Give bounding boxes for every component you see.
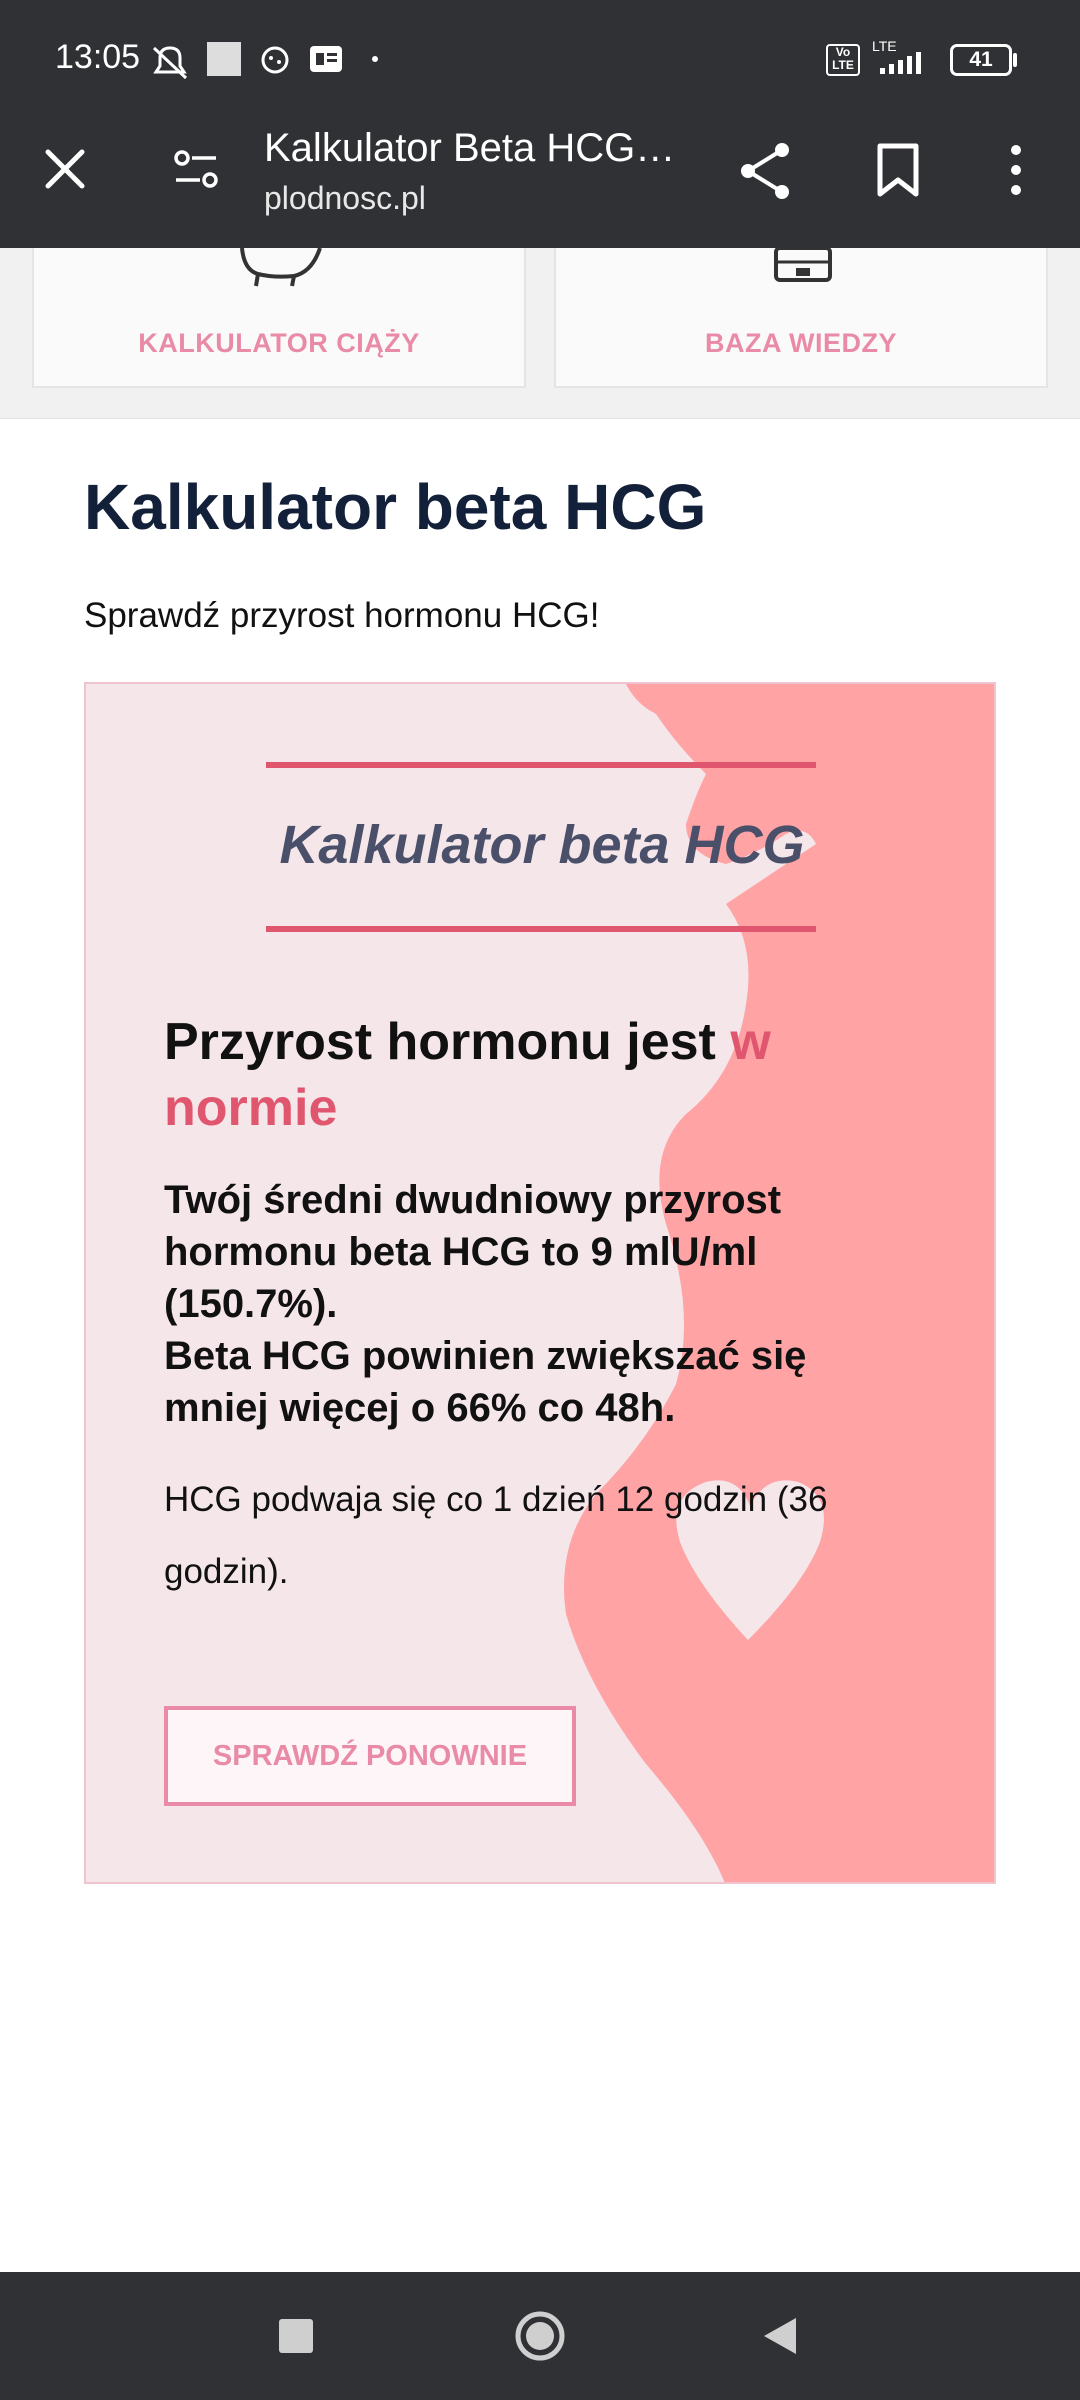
card-knowledge-base[interactable] (554, 248, 1048, 388)
site-settings-icon[interactable] (172, 146, 222, 192)
page-subtitle: Sprawdź przyrost hormonu HCG! (84, 596, 600, 635)
result-prefix: Przyrost hormonu jest (164, 1013, 731, 1071)
home-button[interactable] (514, 2310, 566, 2362)
expected-increase-text: Beta HCG powinien zwiększać się mniej więcej o 66% co 48h. (164, 1334, 807, 1430)
card-label: BAZA WIEDZY (705, 328, 897, 358)
bookmark-icon[interactable] (876, 142, 920, 198)
calculator-title: Kalkulator beta HCG (279, 815, 805, 875)
message-notification-icon (308, 44, 344, 74)
title-divider-bottom (266, 926, 816, 932)
browser-page-title[interactable]: Kalkulator Beta HCG… (264, 126, 676, 170)
result-details (164, 1174, 884, 1434)
lte-label: LTE (872, 38, 897, 54)
recents-button[interactable] (279, 2319, 313, 2353)
close-icon[interactable] (40, 144, 90, 194)
status-time: 13:05 (55, 38, 141, 76)
pregnancy-illustration-icon (234, 248, 328, 288)
battery-icon: 41 (950, 44, 1012, 76)
game-notification-icon (258, 40, 292, 78)
muted-bell-icon (148, 42, 192, 82)
average-increase-text: Twój średni dwudniowy przyrost hormonu beta HCG to 9 mlU/ml (150.7%). (164, 1178, 782, 1326)
volte-icon: Vo LTE (826, 44, 860, 76)
back-button[interactable] (762, 2316, 798, 2356)
doubling-time-text: HCG podwaja się co 1 dzień 12 godzin (36 godzin). (164, 1480, 828, 1591)
card-label: KALKULATOR CIĄŻY (138, 328, 420, 358)
signal-icon (870, 52, 936, 76)
result-status: w normie (164, 1013, 771, 1137)
title-divider-top (266, 762, 816, 768)
more-options-icon[interactable] (1004, 142, 1028, 198)
knowledge-illustration-icon (768, 248, 838, 284)
page-title: Kalkulator beta HCG (84, 471, 707, 543)
battery-tip (1013, 53, 1017, 67)
browser-domain[interactable]: plodnosc.pl (264, 180, 426, 216)
more-notifications-dot (372, 56, 378, 62)
card-pregnancy-calculator[interactable] (32, 248, 526, 388)
share-icon[interactable] (738, 140, 794, 202)
category-cards (0, 248, 1080, 419)
check-again-button[interactable]: SPRAWDŹ PONOWNIE (164, 1706, 576, 1806)
app-notification-icon (207, 42, 241, 76)
result-heading (164, 1009, 864, 1141)
calculator-result-panel (84, 682, 996, 1884)
